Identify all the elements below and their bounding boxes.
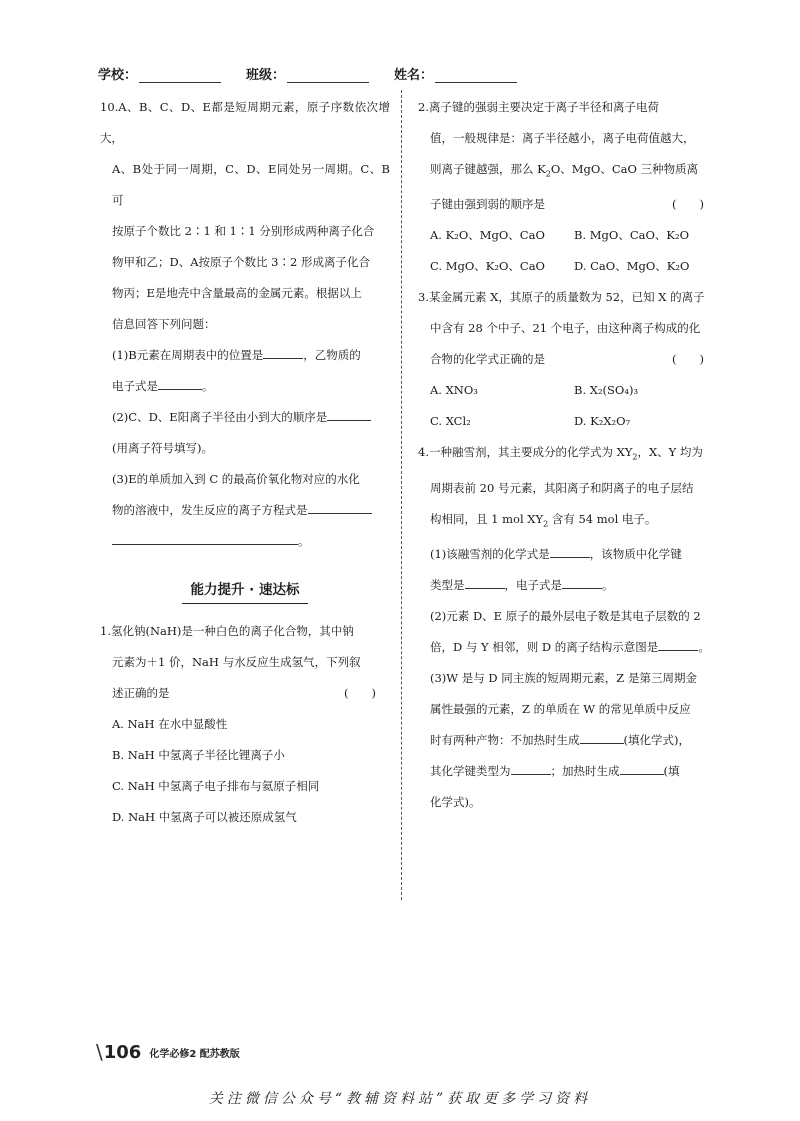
answer-blank[interactable] bbox=[620, 762, 664, 775]
promo-banner: 关注微信公众号“教辅资料站”获取更多学习资料 bbox=[208, 1091, 592, 1107]
q10-sub1 bbox=[100, 340, 390, 371]
q4-stem-text: 4.一种融雪剂，其主要成分的化学式为 XY bbox=[418, 445, 633, 460]
q2-options bbox=[418, 220, 718, 282]
q4-sub3: (3)W 是与 D 同主族的短周期元素，Z 是第三周期金 bbox=[430, 670, 697, 685]
q4-stem-text: 构相同，且 1 mol XY bbox=[430, 511, 544, 526]
q4-sub2: (2)元素 D、E 原子的最外层电子数是其电子层数的 2 bbox=[430, 608, 701, 623]
q4-stem-text: 含有 54 mol 电子。 bbox=[548, 511, 657, 526]
class-label: 班级： bbox=[246, 68, 286, 83]
answer-blank[interactable] bbox=[308, 501, 372, 514]
q10-line: A、B处于同一周期，C、D、E同处另一周期。C、B可 bbox=[112, 162, 390, 207]
question-2 bbox=[418, 92, 718, 282]
q10-sub2 bbox=[100, 402, 390, 433]
q10-sub1-text: ，乙物质的 bbox=[303, 348, 361, 362]
q4-line: 周期表前 20 号元素，其阳离子和阴离子的电子层结 bbox=[430, 480, 694, 495]
q1-line: 元素为＋1 价，NaH 与水反应生成氢气，下列叙 bbox=[112, 655, 361, 669]
q4-sub1-cont bbox=[418, 570, 718, 601]
q3-option-d[interactable]: D. K₂X₂O₇ bbox=[574, 414, 631, 429]
page-slash: \ bbox=[96, 1040, 103, 1064]
q10-sub1-cont bbox=[100, 371, 390, 402]
answer-paren[interactable]: ( ) bbox=[672, 197, 704, 212]
q4-line: 4.一种融雪剂，其主要成分的化学式为 $XY_2$，X、Y 均为 bbox=[418, 445, 703, 462]
q1-line: 1.氢化钠(NaH)是一种白色的离子化合物，其中钠 bbox=[100, 624, 354, 638]
q3-line: 中含有 28 个中子、21 个电子，由这种离子构成的化 bbox=[430, 321, 701, 336]
q10-sub2-cont: (用离子符号填写)。 bbox=[112, 441, 213, 455]
q1-option-b[interactable]: B. NaH 中氢离子半径比锂离子小 bbox=[112, 748, 285, 762]
answer-blank[interactable] bbox=[327, 408, 371, 421]
q1-option-a[interactable]: A. NaH 在水中显酸性 bbox=[112, 717, 228, 731]
answer-blank[interactable] bbox=[158, 377, 202, 390]
q2-line: 值，一般规律是：离子半径越小，离子电荷值越大， bbox=[430, 131, 695, 145]
q4-sub3-text: (填化学式)， bbox=[623, 732, 690, 747]
q4-sub1 bbox=[418, 539, 718, 570]
section-title bbox=[100, 579, 390, 604]
answer-blank[interactable] bbox=[263, 346, 303, 359]
q10-line: 信息回答下列问题： bbox=[112, 317, 216, 331]
q4-sub3-text: 其化学键类型为 bbox=[430, 763, 511, 778]
answer-paren[interactable]: ( ) bbox=[344, 686, 376, 700]
answer-blank[interactable] bbox=[550, 545, 590, 558]
q4-sub2-text: 倍，D 与 Y 相邻，则 D 的离子结构示意图是 bbox=[430, 639, 659, 654]
q1-stem-text: 述正确的是 bbox=[112, 686, 170, 700]
q2-option-a[interactable]: A. K₂O、MgO、CaO bbox=[430, 228, 545, 243]
q4-sub1-text: ，电子式是 bbox=[504, 577, 562, 592]
school-field bbox=[98, 64, 221, 83]
q2-line bbox=[418, 189, 718, 220]
answer-blank[interactable] bbox=[465, 576, 505, 589]
q4-sub3-cont bbox=[418, 756, 718, 787]
right-column bbox=[418, 92, 718, 818]
q2-stem-text: 子键由强到弱的顺序是 bbox=[430, 197, 545, 212]
answer-blank[interactable] bbox=[580, 731, 624, 744]
question-1 bbox=[100, 616, 390, 833]
q3-option-c[interactable]: C. XCl₂ bbox=[430, 414, 471, 429]
answer-blank[interactable] bbox=[562, 576, 602, 589]
q4-sub3-end: 化学式)。 bbox=[430, 794, 481, 809]
q4-sub3-text: ；加热时生成 bbox=[550, 763, 620, 778]
q4-sub2-cont bbox=[418, 632, 718, 663]
page-footer bbox=[96, 1040, 240, 1064]
name-label: 姓名： bbox=[394, 68, 434, 83]
q10-sub3: (3)E的单质加入到 C 的最高价氧化物对应的水化 bbox=[112, 472, 360, 486]
q2-stem-text: 则离子键越强，那么 K bbox=[430, 162, 546, 176]
q2-option-c[interactable]: C. MgO、K₂O、CaO bbox=[430, 259, 545, 274]
q10-sub3-cont bbox=[100, 495, 390, 526]
answer-paren[interactable]: ( ) bbox=[672, 352, 704, 367]
left-column bbox=[100, 92, 390, 833]
name-field bbox=[394, 64, 517, 83]
book-title: 化学必修2 配苏教版 bbox=[149, 1048, 240, 1060]
q3-options bbox=[418, 375, 718, 437]
q10-sub1-text: (1)B元素在周期表中的位置是 bbox=[112, 348, 264, 362]
q10-sub2-text: (2)C、D、E阳离子半径由小到大的顺序是 bbox=[112, 410, 328, 424]
q2-option-d[interactable]: D. CaO、MgO、K₂O bbox=[574, 259, 690, 274]
class-blank bbox=[287, 68, 369, 83]
q10-line: 物甲和乙；D、A按原子个数比 3∶2 形成离子化合 bbox=[112, 255, 370, 269]
student-info-header bbox=[98, 64, 698, 84]
q2-option-b[interactable]: B. MgO、CaO、K₂O bbox=[574, 228, 690, 243]
q4-sub3-text: (填 bbox=[663, 763, 680, 778]
school-blank bbox=[139, 68, 221, 83]
q10-sub3-text: 。 bbox=[298, 534, 310, 548]
q4-stem-text: ，X、Y 均为 bbox=[637, 445, 703, 460]
q10-sub3-end bbox=[100, 526, 390, 557]
q10-sub3-text: 物的溶液中，发生反应的离子方程式是 bbox=[112, 503, 308, 517]
q3-option-a[interactable]: A. XNO₃ bbox=[430, 383, 478, 398]
q4-sub1-text: ，该物质中化学键 bbox=[589, 546, 682, 561]
q4-sub3-cont bbox=[418, 725, 718, 756]
q10-sub1-text: 。 bbox=[202, 379, 214, 393]
q10-line: 物丙；E是地壳中含量最高的金属元素。根据以上 bbox=[112, 286, 362, 300]
q2-stem-text: O、MgO、CaO 三种物质离 bbox=[550, 162, 699, 176]
column-divider bbox=[401, 90, 402, 900]
q1-option-d[interactable]: D. NaH 中氢离子可以被还原成氢气 bbox=[112, 810, 297, 824]
q4-line: 构相同，且 1 mol $XY_2$ 含有 54 mol 电子。 bbox=[430, 511, 657, 528]
section-title-text: 能力提升 · 速达标 bbox=[182, 579, 307, 604]
question-3 bbox=[418, 282, 718, 437]
q4-sub1-text: 类型是 bbox=[430, 577, 465, 592]
q4-sub1-text: (1)该融雪剂的化学式是 bbox=[430, 546, 550, 561]
q2-line: 2.离子键的强弱主要决定于离子半径和离子电荷 bbox=[418, 100, 659, 114]
q4-sub1-text: 。 bbox=[602, 577, 614, 592]
q2-line: 则离子键越强，那么 $K_2O$、MgO、CaO 三种物质离 bbox=[430, 162, 699, 179]
page-number: 106 bbox=[103, 1041, 142, 1063]
name-blank bbox=[435, 68, 517, 83]
q10-line: 按原子个数比 2∶1 和 1∶1 分别形成两种离子化合 bbox=[112, 224, 375, 238]
q3-line bbox=[418, 344, 718, 375]
school-label: 学校： bbox=[98, 68, 138, 83]
answer-blank[interactable] bbox=[112, 532, 298, 545]
q1-option-c[interactable]: C. NaH 中氢离子电子排布与氦原子相同 bbox=[112, 779, 320, 793]
q3-stem-text: 合物的化学式正确的是 bbox=[430, 352, 545, 367]
q1-line bbox=[100, 678, 390, 709]
question-4 bbox=[418, 437, 718, 818]
q10-sub1-text: 电子式是 bbox=[112, 379, 158, 393]
q4-sub3-text: 时有两种产物：不加热时生成 bbox=[430, 732, 580, 747]
class-field bbox=[246, 64, 369, 83]
q3-line: 3.某金属元素 X，其原子的质量数为 52，已知 X 的离子 bbox=[418, 290, 705, 305]
q3-option-b[interactable]: B. X₂(SO₄)₃ bbox=[574, 383, 639, 398]
answer-blank[interactable] bbox=[658, 638, 698, 651]
q4-sub2-text: 。 bbox=[698, 639, 710, 654]
q4-sub3-cont: 属性最强的元素，Z 的单质在 W 的常见单质中反应 bbox=[430, 701, 691, 716]
question-10 bbox=[100, 92, 390, 557]
q10-line: 10.A、B、C、D、E都是短周期元素，原子序数依次增大， bbox=[100, 100, 390, 145]
answer-blank[interactable] bbox=[511, 762, 551, 775]
